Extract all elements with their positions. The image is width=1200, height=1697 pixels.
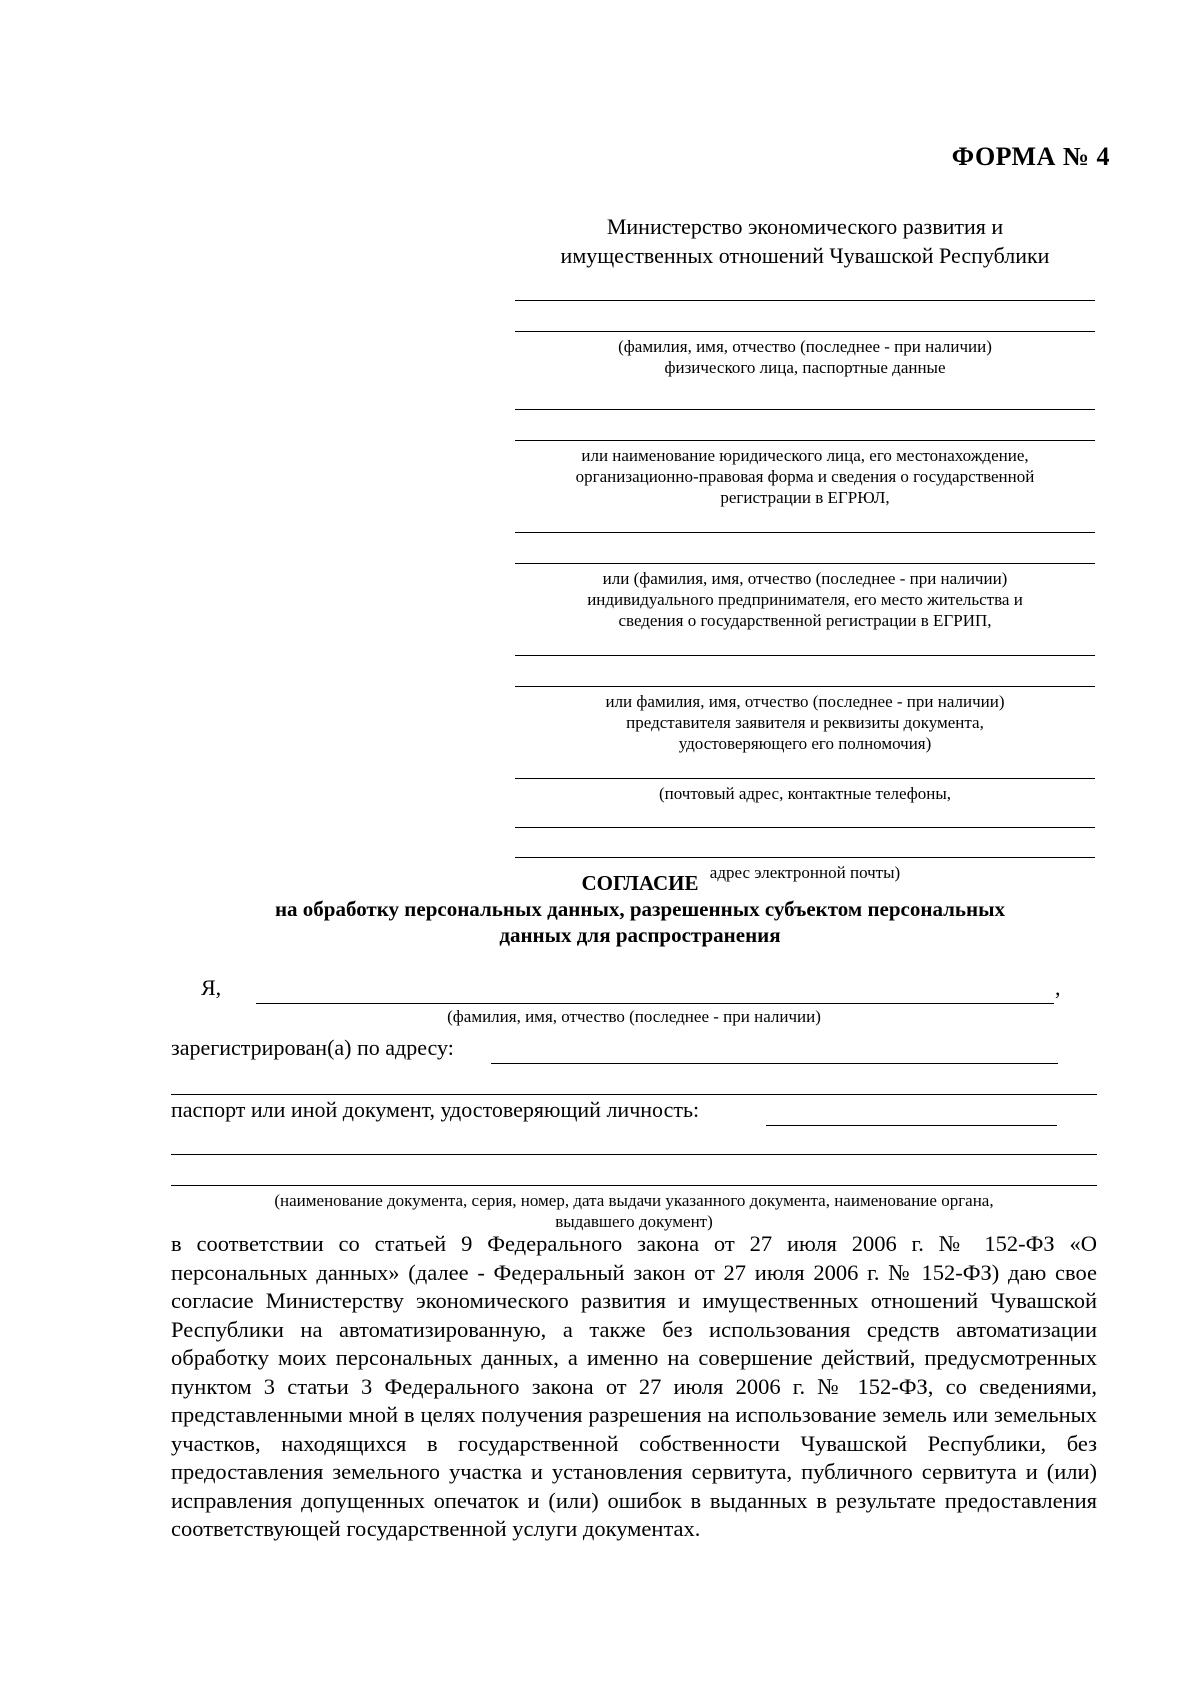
- blank-line-applicant-8[interactable]: [515, 686, 1095, 687]
- blank-line-applicant-3[interactable]: [515, 409, 1095, 410]
- fio-caption: (фамилия, имя, отчество (последнее - при наличии): [447, 1007, 821, 1026]
- caption-ip-line-3: сведения о государственной регистрации в ЕГРИП,: [618, 611, 992, 630]
- caption-ip-line-1: или (фамилия, имя, отчество (последнее - при наличии): [602, 569, 1008, 588]
- caption-representative-line-1: или фамилия, имя, отчество (последнее - при наличии): [605, 692, 1005, 711]
- blank-line-applicant-6[interactable]: [515, 563, 1095, 564]
- caption-fio-line-2: физического лица, паспортные данные: [664, 358, 946, 377]
- form-number: ФОРМА № 4: [951, 142, 1110, 171]
- passport-label: паспорт или иной документ, удостоверяющий личность:: [171, 1097, 700, 1122]
- passport-field-row: [171, 1097, 1097, 1127]
- caption-ip-line-2: индивидуального предпринимателя, его место жительства и: [587, 590, 1023, 609]
- address-input-line-2[interactable]: [171, 1094, 1097, 1095]
- document-caption: [171, 1190, 1097, 1232]
- consent-subheading-line-1: на обработку персональных данных, разрешенных субъектом персональных: [274, 897, 1006, 921]
- ya-comma: ,: [1055, 975, 1061, 1000]
- blank-line-applicant-1[interactable]: [515, 300, 1095, 301]
- addressee-block: [515, 212, 1095, 883]
- fio-field-row: [171, 975, 1097, 1005]
- caption-email: адрес электронной почты): [709, 863, 901, 882]
- blank-line-applicant-7[interactable]: [515, 655, 1095, 656]
- caption-legal-line-3: регистрации в ЕГРЮЛ,: [720, 488, 890, 507]
- fio-input-line[interactable]: [256, 1003, 1054, 1004]
- blank-line-contacts-1[interactable]: [515, 827, 1095, 828]
- consent-paragraph: в соответствии со статьей 9 Федерального закона от 27 июля 2006 г. № 152-ФЗ «О персональных данных» (далее - Федеральный закон от 27 июля 2006 г. № 152-ФЗ) даю свое согласие Министерству экономического развития и имущественных отношений Чувашской Республики на автоматизированную, а также без использования средств автоматизации обработку моих персональных данных, а именно на совершение действий, предусмотренных пунктом 3 статьи 3 Федерального закона от 27 июля 2006 г. № 152-ФЗ, со сведениями, представленными мной в целях получения разрешения на использование земель или земельных участков, находящихся в государственной собственности Чувашской Республики, без предоставления земельного участка и установления сервитута, публичного сервитута и (или) исправления допущенных опечаток и (или) ошибок в выданных в результате предоставления соответствующей государственной услуги документах.: [171, 1231, 1097, 1541]
- passport-input-line-3[interactable]: [171, 1185, 1097, 1186]
- caption-representative-line-2: представителя заявителя и реквизиты документа,: [626, 713, 984, 732]
- caption-fio-line-1: (фамилия, имя, отчество (последнее - при наличии): [618, 337, 992, 356]
- blank-line-postal[interactable]: [515, 778, 1095, 779]
- blank-line-applicant-5[interactable]: [515, 532, 1095, 533]
- caption-legal-line-1: или наименование юридического лица, его местонахождение,: [581, 446, 1029, 465]
- blank-line-applicant-4[interactable]: [515, 440, 1095, 441]
- consent-subheading-line-2: данных для распространения: [499, 923, 781, 947]
- caption-representative-line-3: удостоверяющего его полномочия): [678, 734, 932, 753]
- passport-input-line-2[interactable]: [171, 1154, 1097, 1155]
- ministry-name-line-1: Министерство экономического развития и: [606, 214, 1004, 239]
- document-caption-line-1: (наименование документа, серия, номер, дата выдачи указанного документа, наименование органа,: [274, 1191, 994, 1210]
- ya-label: Я,: [201, 975, 222, 1000]
- consent-title: [140, 870, 1140, 948]
- blank-line-contacts-2[interactable]: [515, 857, 1095, 858]
- document-caption-line-2: выдавшего документ): [555, 1212, 713, 1231]
- caption-legal-line-2: организационно-правовая форма и сведения о государственной: [575, 467, 1035, 486]
- address-input-line[interactable]: [491, 1063, 1058, 1064]
- address-label: зарегистрирован(а) по адресу:: [171, 1035, 454, 1060]
- ministry-name-line-2: имущественных отношений Чувашской Республики: [560, 243, 1050, 268]
- consent-heading: СОГЛАСИЕ: [581, 871, 699, 895]
- address-field-row: [171, 1035, 1097, 1065]
- blank-line-applicant-2[interactable]: [515, 331, 1095, 332]
- caption-postal: (почтовый адрес, контактные телефоны,: [658, 784, 952, 803]
- passport-input-line[interactable]: [766, 1125, 1057, 1126]
